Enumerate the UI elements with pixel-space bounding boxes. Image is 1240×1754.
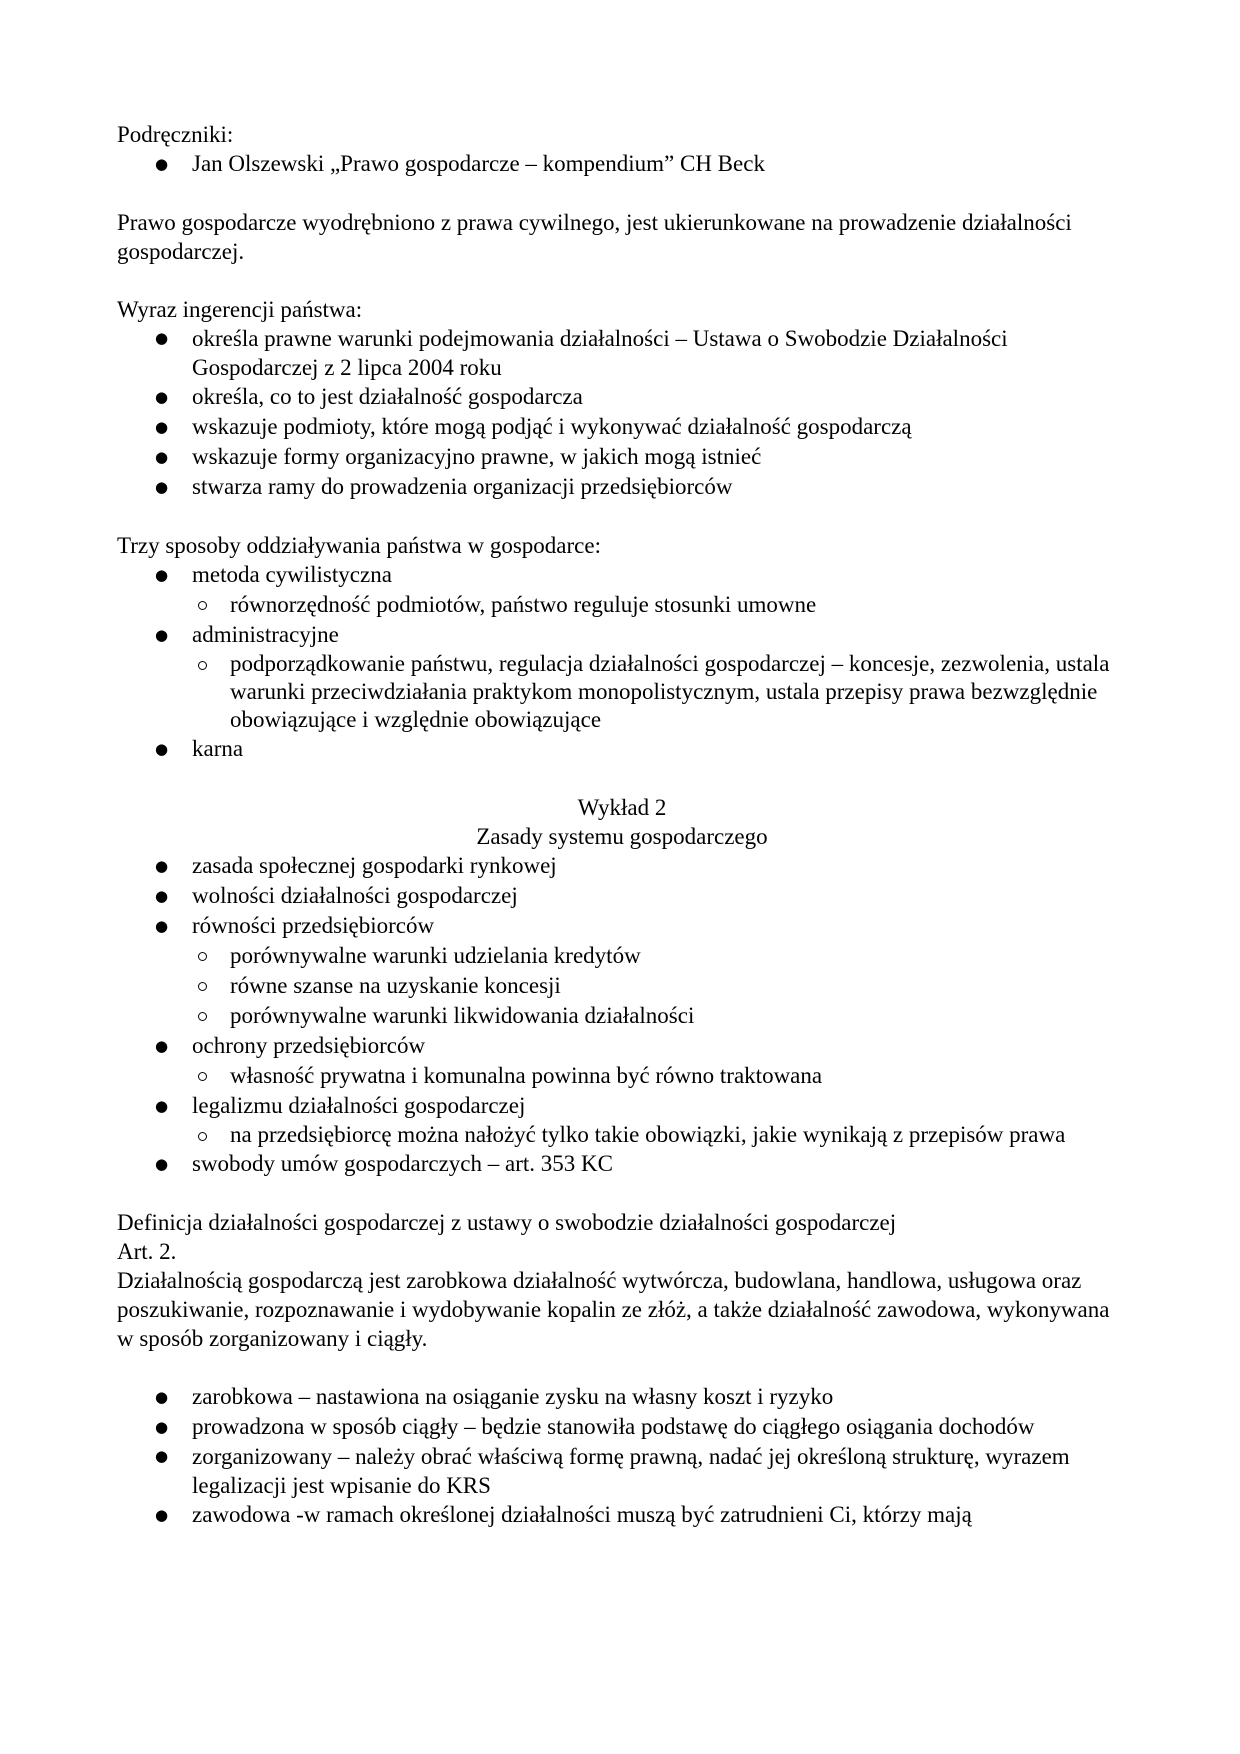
list-item: ● zasada społecznej gospodarki rynkowej [117,851,1127,881]
textbooks-list [117,149,1127,179]
lecture-subtitle: Zasady systemu gospodarczego [476,824,768,849]
list-item: ● ochrony przedsiębiorców [117,1031,1127,1061]
definition-heading: Definicja działalności gospodarczej z ustawy o swobodzie działalności gospodarczej [117,1210,897,1235]
intro-paragraph: Prawo gospodarcze wyodrębniono z prawa cywilnego, jest ukierunkowane na prowadzenie działalności gospodarczej. [117,210,1072,264]
list-item: ● administracyjne [117,620,1127,650]
intervention-heading: Wyraz ingerencji państwa: [117,297,363,322]
definition-list [117,1382,1127,1530]
list-item: ● metoda cywilistyczna [117,560,1127,590]
list-item: ● karna [117,734,1127,764]
textbooks-heading: Podręczniki: [117,122,234,147]
list-item: ● prowadzona w sposób ciągły – będzie stanowiła podstawę do ciągłego osiągania dochodów [117,1412,1127,1442]
sub-list-item: podporządkowanie państwu, regulacja działalności gospodarczej – koncesje, zezwolenia, ustala warunki przeciwdziałania praktykom monopolistycznym, ustala przepisy prawa bezwzględnie obowiązujące i względnie obowiązujące [117,650,1127,734]
list-item: ● zorganizowany – należy obrać właściwą formę prawną, nadać jej określoną strukturę, wyrazem legalizacji jest wpisanie do KRS [117,1442,1127,1500]
list-item: ● Jan Olszewski „Prawo gospodarcze – kompendium” CH Beck [117,149,1127,179]
definition-article: Art. 2. [117,1239,177,1264]
list-item: ● zarobkowa – nastawiona na osiąganie zysku na własny koszt i ryzyko [117,1382,1127,1412]
sub-list-item: równorzędność podmiotów, państwo reguluje stosunki umowne [117,590,1127,620]
sub-list-item: własność prywatna i komunalna powinna być równo traktowana [117,1061,1127,1091]
list-item: ● legalizmu działalności gospodarczej [117,1091,1127,1121]
methods-list [117,560,1127,764]
list-item: ● wolności działalności gospodarczej [117,881,1127,911]
definition-text: Działalnością gospodarczą jest zarobkowa działalność wytwórcza, budowlana, handlowa, usługowa oraz poszukiwanie, rozpoznawanie i wydobywanie kopalin ze złóż, a także działalność zawodowa, wykonywana w sposób zorganizowany i ciągły. [117,1268,1110,1351]
list-item: ● wskazuje podmioty, które mogą podjąć i wykonywać działalność gospodarczą [117,412,1127,442]
list-item: ● swobody umów gospodarczych – art. 353 KC [117,1149,1127,1179]
list-item: ● zawodowa -w ramach określonej działalności muszą być zatrudnieni Ci, którzy mają [117,1500,1127,1530]
methods-heading: Trzy sposoby oddziaływania państwa w gospodarce: [117,533,601,558]
list-item: ● wskazuje formy organizacyjno prawne, w jakich mogą istnieć [117,442,1127,472]
list-item: ● równości przedsiębiorców [117,911,1127,941]
lecture-title: Wykład 2 [577,795,667,820]
list-item: ● stwarza ramy do prowadzenia organizacji przedsiębiorców [117,472,1127,502]
sub-list-item: na przedsiębiorcę można nałożyć tylko takie obowiązki, jakie wynikają z przepisów prawa [117,1121,1127,1149]
list-item: ● określa prawne warunki podejmowania działalności – Ustawa o Swobodzie Działalności Gospodarczej z 2 lipca 2004 roku [117,324,1127,382]
list-item: ● określa, co to jest działalność gospodarcza [117,382,1127,412]
sub-list-item: porównywalne warunki likwidowania działalności [117,1001,1127,1031]
sub-list-item: porównywalne warunki udzielania kredytów [117,941,1127,971]
intervention-list [117,324,1127,502]
principles-list [117,851,1127,1179]
sub-list-item: równe szanse na uzyskanie koncesji [117,971,1127,1001]
document-page [117,120,1127,1530]
